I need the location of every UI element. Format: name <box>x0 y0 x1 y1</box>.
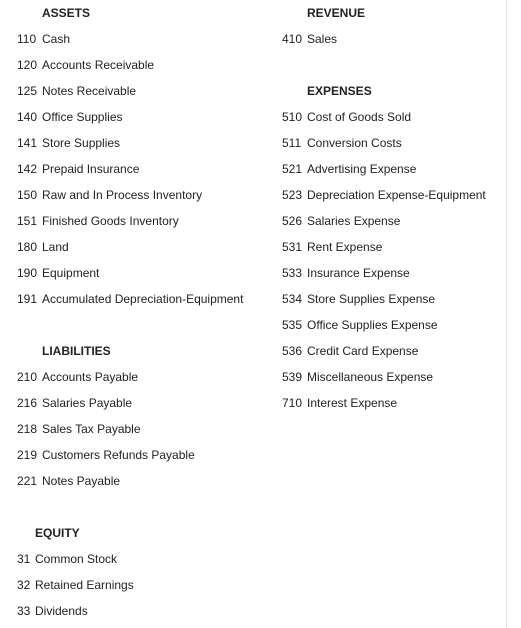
account-name: Insurance Expense <box>307 266 410 280</box>
heading-label: EQUITY <box>35 526 80 540</box>
equity-account-list <box>17 546 275 624</box>
section-heading-assets <box>17 0 275 26</box>
revenue-account-list <box>282 26 504 52</box>
account-number: 125 <box>17 84 38 98</box>
account-row <box>282 260 504 286</box>
account-number: 32 <box>17 578 31 592</box>
account-name: Sales <box>307 32 338 46</box>
account-name: Notes Receivable <box>42 84 137 98</box>
account-number: 526 <box>282 214 303 228</box>
account-number: 33 <box>17 604 31 618</box>
section-heading-expenses <box>282 78 504 104</box>
account-name: Accumulated Depreciation-Equipment <box>42 292 244 306</box>
account-name: Common Stock <box>35 552 118 566</box>
account-number: 535 <box>282 318 303 332</box>
account-number: 120 <box>17 58 38 72</box>
account-number: 141 <box>17 136 38 150</box>
account-row <box>17 78 275 104</box>
account-name: Advertising Expense <box>307 162 417 176</box>
account-row <box>17 104 275 130</box>
account-row <box>282 208 504 234</box>
account-name: Store Supplies Expense <box>307 292 436 306</box>
expenses-account-list <box>282 104 504 416</box>
account-name: Customers Refunds Payable <box>42 448 195 462</box>
account-row <box>282 26 504 52</box>
account-number: 31 <box>17 552 31 566</box>
account-name: Miscellaneous Expense <box>307 370 434 384</box>
heading-label: EXPENSES <box>307 84 372 98</box>
heading-label: LIABILITIES <box>42 344 111 358</box>
account-number: 221 <box>17 474 38 488</box>
account-name: Land <box>42 240 69 254</box>
account-name: Conversion Costs <box>307 136 402 150</box>
account-number: 110 <box>17 32 37 46</box>
account-row <box>17 208 275 234</box>
account-number: 710 <box>282 396 303 410</box>
page-edge-divider <box>506 0 507 628</box>
liabilities-account-list <box>17 364 275 494</box>
account-number: 218 <box>17 422 38 436</box>
account-row <box>17 468 275 494</box>
account-row <box>17 260 275 286</box>
account-number: 511 <box>282 136 302 150</box>
account-row <box>282 312 504 338</box>
account-name: Finished Goods Inventory <box>42 214 179 228</box>
account-name: Interest Expense <box>307 396 398 410</box>
account-row <box>282 182 504 208</box>
account-row <box>282 364 504 390</box>
account-name: Accounts Receivable <box>42 58 155 72</box>
account-row <box>17 442 275 468</box>
account-number: 539 <box>282 370 303 384</box>
account-number: 410 <box>282 32 303 46</box>
account-number: 521 <box>282 162 303 176</box>
account-number: 531 <box>282 240 303 254</box>
account-name: Retained Earnings <box>35 578 134 592</box>
heading-label: ASSETS <box>42 6 91 20</box>
account-name: Credit Card Expense <box>307 344 419 358</box>
account-number: 510 <box>282 110 303 124</box>
section-spacer <box>282 52 504 78</box>
account-row <box>282 286 504 312</box>
account-number: 142 <box>17 162 38 176</box>
account-number: 140 <box>17 110 38 124</box>
account-name: Salaries Expense <box>307 214 401 228</box>
account-number: 216 <box>17 396 38 410</box>
account-name: Dividends <box>35 604 88 618</box>
account-row <box>17 286 275 312</box>
assets-account-list <box>17 26 275 312</box>
account-row <box>17 234 275 260</box>
account-name: Store Supplies <box>42 136 121 150</box>
account-number: 190 <box>17 266 38 280</box>
account-name: Equipment <box>42 266 100 280</box>
account-row <box>17 598 275 624</box>
account-name: Office Supplies Expense <box>307 318 438 332</box>
account-row <box>17 390 275 416</box>
account-number: 180 <box>17 240 38 254</box>
section-heading-liabilities <box>17 338 275 364</box>
account-name: Cost of Goods Sold <box>307 110 412 124</box>
account-name: Office Supplies <box>42 110 123 124</box>
account-row <box>17 130 275 156</box>
account-name: Cash <box>42 32 71 46</box>
account-name: Raw and In Process Inventory <box>42 188 203 202</box>
section-spacer <box>17 494 275 520</box>
account-name: Notes Payable <box>42 474 121 488</box>
chart-of-accounts-left-column <box>17 0 275 624</box>
heading-label: REVENUE <box>307 6 366 20</box>
account-number: 151 <box>17 214 38 228</box>
account-row <box>17 416 275 442</box>
account-row <box>17 182 275 208</box>
account-row <box>282 130 504 156</box>
section-heading-revenue <box>282 0 504 26</box>
section-heading-equity <box>17 520 275 546</box>
account-number: 523 <box>282 188 303 202</box>
account-number: 533 <box>282 266 303 280</box>
account-row <box>282 156 504 182</box>
chart-of-accounts-right-column <box>282 0 504 416</box>
account-name: Accounts Payable <box>42 370 139 384</box>
account-name: Depreciation Expense-Equipment <box>307 188 486 202</box>
section-spacer <box>17 312 275 338</box>
account-name: Salaries Payable <box>42 396 133 410</box>
account-name: Prepaid Insurance <box>42 162 140 176</box>
account-row <box>282 104 504 130</box>
account-row <box>282 338 504 364</box>
account-row <box>17 364 275 390</box>
account-number: 210 <box>17 370 38 384</box>
account-row <box>17 572 275 598</box>
account-name: Rent Expense <box>307 240 383 254</box>
account-number: 219 <box>17 448 38 462</box>
account-row <box>17 546 275 572</box>
account-row <box>17 156 275 182</box>
account-row <box>282 234 504 260</box>
account-number: 191 <box>17 292 38 306</box>
account-number: 534 <box>282 292 303 306</box>
account-row <box>282 390 504 416</box>
account-row <box>17 26 275 52</box>
account-number: 536 <box>282 344 303 358</box>
account-number: 150 <box>17 188 38 202</box>
account-name: Sales Tax Payable <box>42 422 141 436</box>
account-row <box>17 52 275 78</box>
